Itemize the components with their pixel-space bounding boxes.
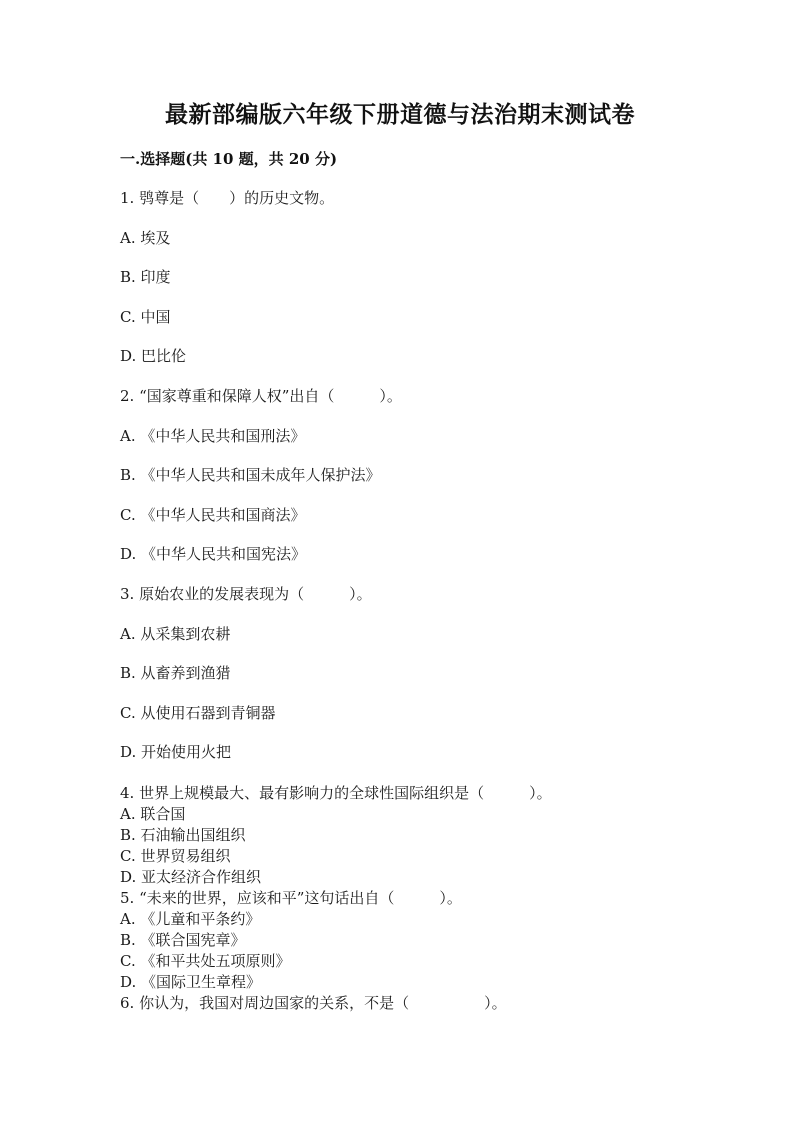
question-3-option-c: C. 从使用石器到青铜器 [120, 704, 276, 722]
question-5-stem: 5. “未来的世界，应该和平”这句话出自（ ）。 [120, 889, 462, 907]
question-6-stem: 6. 你认为，我国对周边国家的关系，不是（ ）。 [120, 994, 507, 1012]
question-2-option-d: D. 《中华人民共和国宪法》 [120, 545, 307, 563]
question-3-option-d: D. 开始使用火把 [120, 743, 232, 761]
question-3-stem: 3. 原始农业的发展表现为（ ）。 [120, 585, 372, 603]
question-1-option-b: B. 印度 [120, 268, 171, 286]
section-heading: 一.选择题(共 10 题，共 20 分) [120, 150, 338, 168]
question-3-option-b: B. 从畜养到渔猎 [120, 664, 231, 682]
question-1-option-a: A. 埃及 [120, 229, 171, 247]
question-4-option-a: A. 联合国 [120, 805, 186, 823]
question-3-option-a: A. 从采集到农耕 [120, 625, 231, 643]
question-4-stem: 4. 世界上规模最大、最有影响力的全球性国际组织是（ ）。 [120, 784, 552, 802]
question-4-option-c: C. 世界贸易组织 [120, 847, 231, 865]
question-4-option-d: D. 亚太经济合作组织 [120, 868, 262, 886]
question-2-stem: 2. “国家尊重和保障人权”出自（ ）。 [120, 387, 402, 405]
question-4-option-b: B. 石油输出国组织 [120, 826, 246, 844]
question-5-option-c: C. 《和平共处五项原则》 [120, 952, 291, 970]
page-title: 最新部编版六年级下册道德与法治期末测试卷 [165, 101, 635, 128]
question-5-option-b: B. 《联合国宪章》 [120, 931, 246, 949]
question-5-option-d: D. 《国际卫生章程》 [120, 973, 262, 991]
question-1-stem: 1. 鸮尊是（ ）的历史文物。 [120, 189, 335, 207]
question-1-option-c: C. 中国 [120, 308, 171, 326]
question-5-option-a: A. 《儿童和平条约》 [120, 910, 261, 928]
question-2-option-c: C. 《中华人民共和国商法》 [120, 506, 306, 524]
question-2-option-b: B. 《中华人民共和国未成年人保护法》 [120, 466, 381, 484]
question-2-option-a: A. 《中华人民共和国刑法》 [120, 427, 306, 445]
question-1-option-d: D. 巴比伦 [120, 347, 187, 365]
